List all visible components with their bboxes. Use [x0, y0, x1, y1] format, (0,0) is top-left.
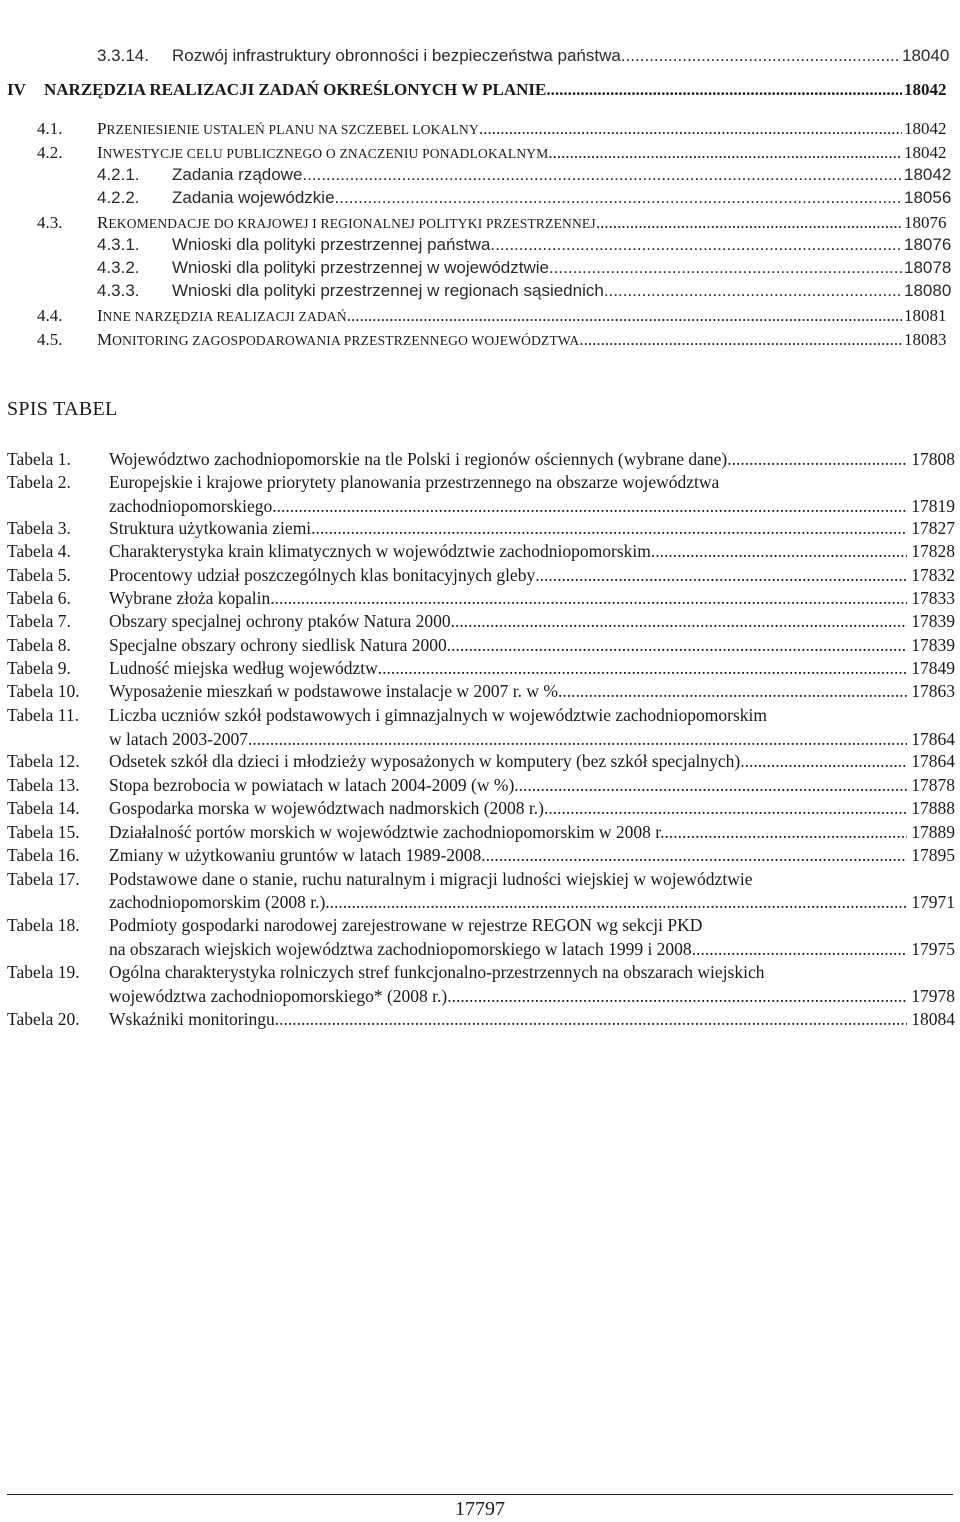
table-entry-page: 17828 — [911, 541, 955, 561]
toc-entry-title: ONITORING ZAGOSPODAROWANIA PRZESTRZENNEGO WOJEWÓDZTWA — [112, 333, 580, 348]
table-entry-title: Wyposażenie mieszkań w podstawowe instalacje w 2007 r. w % — [109, 681, 558, 701]
table-entry[interactable] — [0, 1009, 960, 1033]
toc-leader-dots — [347, 306, 902, 326]
toc-leader-dots — [481, 845, 907, 866]
table-entry[interactable] — [0, 658, 960, 682]
table-entry-label: Tabela 4. — [7, 541, 71, 561]
table-entry-label: Tabela 1. — [7, 449, 71, 469]
toc-entry[interactable] — [0, 281, 960, 305]
toc-entry[interactable] — [0, 330, 960, 354]
toc-entry[interactable] — [0, 213, 960, 237]
table-entry[interactable] — [0, 962, 960, 1009]
table-entry-label: Tabela 17. — [7, 869, 80, 889]
table-entry-title-line: Podmioty gospodarki narodowej zarejestrowane w rejestrze REGON wg sekcji PKD — [109, 915, 703, 935]
table-entry[interactable] — [0, 518, 960, 542]
toc-entry[interactable] — [0, 235, 960, 259]
table-entry-title: zachodniopomorskiego — [109, 496, 273, 516]
table-entry-label: Tabela 2. — [7, 472, 71, 492]
table-entry-title: Wybrane złoża kopalin — [109, 588, 271, 608]
toc-entry-title: Wnioski dla polityki przestrzennej w województwie — [172, 258, 549, 277]
table-entry-title: Wskaźniki monitoringu — [109, 1009, 275, 1029]
toc-leader-dots — [490, 235, 902, 255]
toc-leader-dots — [378, 658, 907, 679]
table-entry-title: w latach 2003-2007 — [109, 729, 248, 749]
table-entry-page: 17832 — [911, 565, 955, 585]
toc-entry[interactable] — [0, 119, 960, 143]
toc-entry-page: 18076 — [904, 213, 947, 232]
toc-leader-dots — [275, 1009, 908, 1030]
table-entry-title: zachodniopomorskim (2008 r.) — [109, 892, 326, 912]
toc-leader-dots — [447, 986, 907, 1007]
table-entry-title: Odsetek szkół dla dzieci i młodzieży wyposażonych w komputery (bez szkół specjalnych) — [109, 751, 741, 771]
table-entry-title-line: Europejskie i krajowe priorytety planowania przestrzennego na obszarze województwa — [109, 472, 720, 492]
table-entry-page: 17864 — [911, 729, 955, 749]
table-entry-page: 18084 — [911, 1009, 955, 1029]
toc-leader-dots — [302, 165, 902, 185]
toc-leader-dots — [479, 119, 902, 139]
footer-divider — [7, 1494, 953, 1495]
table-entry-page: 17839 — [911, 611, 955, 631]
toc-entry-number: 4.3.3. — [97, 281, 140, 300]
table-entry[interactable] — [0, 681, 960, 705]
toc-entry-page: 18080 — [904, 281, 952, 300]
toc-entry-number: 4.1. — [37, 119, 63, 138]
table-entry-page: 17895 — [911, 845, 955, 865]
toc-entry[interactable] — [0, 165, 960, 189]
toc-entry[interactable] — [0, 143, 960, 167]
toc-entry-title: RZENIESIENIE USTALEŃ PLANU NA SZCZEBEL LOKALNY — [106, 122, 479, 137]
table-entry-page: 17839 — [911, 635, 955, 655]
table-entry[interactable] — [0, 751, 960, 775]
toc-leader-dots — [549, 258, 902, 278]
toc-entry-number: 4.5. — [37, 330, 63, 349]
toc-leader-dots — [270, 588, 907, 609]
table-entry-page: 17975 — [911, 939, 955, 959]
table-entry-title: Ludność miejska według województw — [109, 658, 378, 678]
toc-entry-number: 4.3.2. — [97, 258, 140, 277]
table-entry-title: Obszary specjalnej ochrony ptaków Natura 2000 — [109, 611, 451, 631]
toc-entry-number: IV — [7, 80, 26, 99]
table-entry[interactable] — [0, 541, 960, 565]
table-entry-page: 17808 — [911, 449, 955, 469]
table-entry-title-line: Liczba uczniów szkół podstawowych i gimnazjalnych w województwie zachodniopomorskim — [109, 705, 768, 725]
table-entry-page: 17889 — [911, 822, 955, 842]
toc-leader-dots — [604, 281, 902, 301]
toc-leader-dots — [248, 729, 907, 750]
toc-leader-dots — [311, 518, 907, 539]
toc-entry-page: 18042 — [904, 143, 947, 162]
toc-entry-number: 4.2. — [37, 143, 63, 162]
toc-entry[interactable] — [0, 46, 960, 70]
table-entry[interactable] — [0, 449, 960, 473]
table-entry-title-line: Podstawowe dane o stanie, ruchu naturalnym i migracji ludności wiejskiej w województwie — [109, 869, 753, 889]
table-entry-page: 17863 — [911, 681, 955, 701]
toc-entry-title: NNE NARZĘDZIA REALIZACJI ZADAŃ — [102, 309, 347, 324]
toc-leader-dots — [692, 939, 908, 960]
toc-leader-dots — [651, 541, 907, 562]
toc-entry-number: 4.2.1. — [97, 165, 140, 184]
table-entry-label: Tabela 9. — [7, 658, 71, 678]
toc-entry-page: 18042 — [904, 165, 952, 184]
table-entry-label: Tabela 18. — [7, 915, 80, 935]
table-entry-page: 17971 — [911, 892, 955, 912]
toc-leader-dots — [514, 775, 907, 796]
table-entry[interactable] — [0, 845, 960, 869]
table-entry-title-line: Ogólna charakterystyka rolniczych stref funkcjonalno-przestrzennych na obszarach wiejskich — [109, 962, 765, 982]
table-entry[interactable] — [0, 635, 960, 659]
toc-leader-dots — [740, 751, 907, 772]
table-entry-page: 17888 — [911, 798, 955, 818]
table-entry-title: województwa zachodniopomorskiego* (2008 r.) — [109, 986, 448, 1006]
toc-leader-dots — [335, 188, 902, 208]
table-entry-label: Tabela 11. — [7, 705, 79, 725]
table-entry-label: Tabela 5. — [7, 565, 71, 585]
toc-entry-title: Wnioski dla polityki przestrzennej w regionach sąsiednich — [172, 281, 604, 300]
toc-leader-dots — [535, 565, 907, 586]
toc-entry-number: 4.4. — [37, 306, 63, 325]
toc-entry-title: EKOMENDACJE DO KRAJOWEJ I REGIONALNEJ POLITYKI PRZESTRZENNEJ — [108, 216, 596, 231]
toc-entry-page: 18081 — [904, 306, 947, 325]
toc-entry-title: Zadania wojewódzkie — [172, 188, 335, 207]
table-entry-page: 17878 — [911, 775, 955, 795]
table-entry-label: Tabela 16. — [7, 845, 80, 865]
table-entry-page: 17978 — [911, 986, 955, 1006]
table-entry[interactable] — [0, 472, 960, 519]
table-entry-page: 17827 — [911, 518, 955, 538]
toc-entry-title: NWESTYCJE CELU PUBLICZNEGO O ZNACZENIU PONADLOKALNYM — [102, 146, 549, 161]
table-entry-label: Tabela 12. — [7, 751, 80, 771]
table-entry-label: Tabela 10. — [7, 681, 80, 701]
table-entry[interactable] — [0, 611, 960, 635]
table-entry-label: Tabela 3. — [7, 518, 71, 538]
toc-entry[interactable] — [0, 258, 960, 282]
toc-leader-dots — [325, 892, 907, 913]
table-entry-title: Zmiany w użytkowaniu gruntów w latach 1989-2008 — [109, 845, 482, 865]
table-entry-title: Procentowy udział poszczególnych klas bonitacyjnych gleby — [109, 565, 536, 585]
toc-entry-title: Wnioski dla polityki przestrzennej państwa — [172, 235, 491, 254]
table-entry-label: Tabela 7. — [7, 611, 71, 631]
toc-leader-dots — [558, 681, 907, 702]
table-entry-title: Stopa bezrobocia w powiatach w latach 2004-2009 (w %) — [109, 775, 515, 795]
toc-entry-title: Rozwój infrastruktury obronności i bezpieczeństwa państwa — [172, 46, 621, 65]
table-entry-page: 17819 — [911, 496, 955, 516]
table-entry[interactable] — [0, 869, 960, 916]
toc-entry-page: 18078 — [904, 258, 952, 277]
toc-entry-page: 18083 — [904, 330, 947, 349]
table-entry-title: Charakterystyka krain klimatycznych w województwie zachodniopomorskim — [109, 541, 651, 561]
toc-leader-dots — [596, 213, 902, 233]
toc-leader-dots — [727, 449, 907, 470]
table-entry-title: Gospodarka morska w województwach nadmorskich (2008 r.) — [109, 798, 544, 818]
toc-leader-dots — [272, 496, 907, 517]
section-heading: SPIS TABEL — [7, 398, 118, 420]
table-entry-label: Tabela 14. — [7, 798, 80, 818]
toc-entry-title: Zadania rządowe — [172, 165, 303, 184]
table-entry[interactable] — [0, 822, 960, 846]
table-entry[interactable] — [0, 798, 960, 822]
toc-leader-dots — [544, 798, 907, 819]
table-entry-title: Działalność portów morskich w województwie zachodniopomorskim w 2008 r. — [109, 822, 665, 842]
table-entry-label: Tabela 13. — [7, 775, 80, 795]
table-entry-page: 17833 — [911, 588, 955, 608]
toc-entry[interactable] — [0, 80, 960, 104]
toc-entry-title-initial: M — [97, 330, 113, 349]
toc-entry-page: 18042 — [904, 80, 947, 99]
toc-entry-page: 18076 — [904, 235, 952, 254]
toc-entry-number: 4.3.1. — [97, 235, 140, 254]
toc-entry-title-initial: P — [97, 119, 107, 138]
table-entry-label: Tabela 6. — [7, 588, 71, 608]
table-entry-page: 17849 — [911, 658, 955, 678]
table-entry-label: Tabela 19. — [7, 962, 80, 982]
toc-leader-dots — [546, 80, 902, 100]
table-entry-page: 17864 — [911, 751, 955, 771]
table-entry[interactable] — [0, 915, 960, 962]
table-entry-title: Specjalne obszary ochrony siedlisk Natura 2000 — [109, 635, 447, 655]
toc-entry-title-initial: R — [97, 213, 109, 232]
toc-leader-dots — [665, 822, 908, 843]
toc-entry-title-initial: I — [97, 143, 103, 162]
toc-leader-dots — [451, 611, 908, 632]
toc-entry-title-initial: I — [97, 306, 103, 325]
toc-entry[interactable] — [0, 188, 960, 212]
toc-entry-number: 4.3. — [37, 213, 63, 232]
page-number: 17797 — [455, 1498, 505, 1520]
table-entry-title: Struktura użytkowania ziemi — [109, 518, 312, 538]
table-entry-title: na obszarach wiejskich województwa zachodniopomorskiego w latach 1999 i 2008 — [109, 939, 692, 959]
toc-entry-page: 18040 — [902, 46, 950, 65]
table-entry[interactable] — [0, 588, 960, 612]
table-entry[interactable] — [0, 565, 960, 589]
toc-entry-number: 3.3.14. — [97, 46, 149, 65]
toc-leader-dots — [447, 635, 907, 656]
toc-leader-dots — [621, 46, 898, 66]
table-entry-label: Tabela 20. — [7, 1009, 80, 1029]
table-entry[interactable] — [0, 705, 960, 752]
table-entry[interactable] — [0, 775, 960, 799]
toc-entry-page: 18042 — [904, 119, 947, 138]
toc-entry-title: NARZĘDZIA REALIZACJI ZADAŃ OKREŚLONYCH W PLANIE — [44, 80, 547, 99]
toc-entry[interactable] — [0, 306, 960, 330]
table-entry-label: Tabela 8. — [7, 635, 71, 655]
table-entry-title: Województwo zachodniopomorskie na tle Polski i regionów ościennych (wybrane dane) — [109, 449, 728, 469]
toc-leader-dots — [548, 143, 902, 163]
toc-entry-number: 4.2.2. — [97, 188, 140, 207]
toc-entry-page: 18056 — [904, 188, 952, 207]
toc-leader-dots — [579, 330, 902, 350]
table-entry-label: Tabela 15. — [7, 822, 80, 842]
